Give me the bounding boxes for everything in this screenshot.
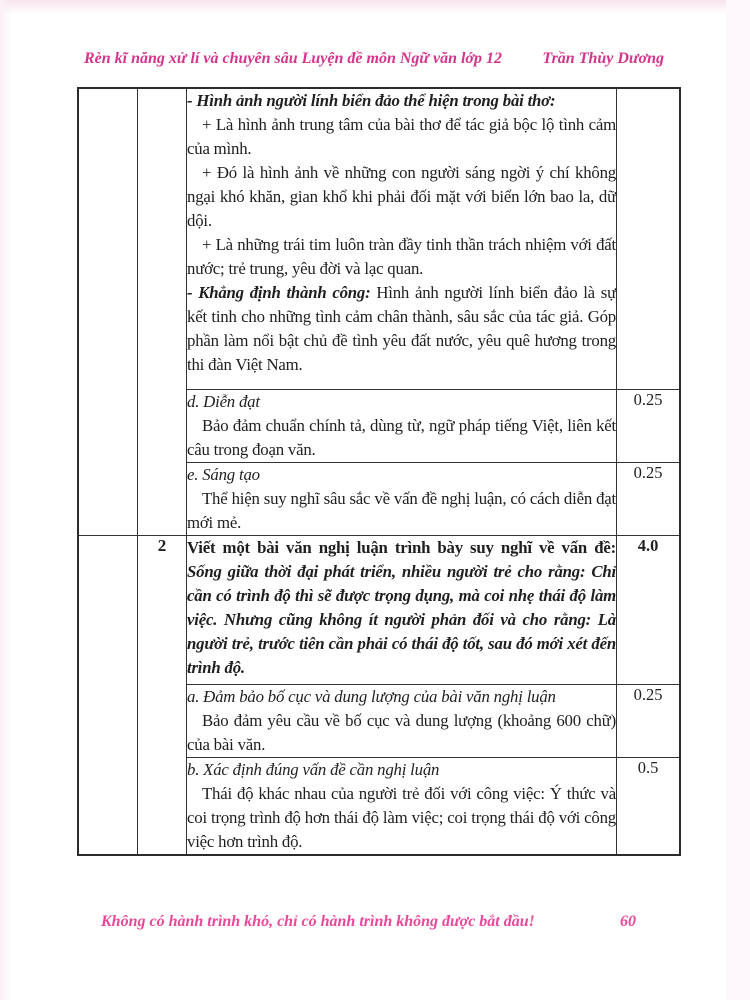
- footer-quote: Không có hành trình khó, chỉ có hành trình không được bắt đầu!: [101, 913, 535, 930]
- score-cell-d: 0.25: [617, 390, 681, 463]
- grading-rubric-table: [77, 87, 681, 856]
- q2-row-a-text: Bảo đảm yêu cầu về bố cục và dung lượng (khoảng 600 chữ) của bài văn.: [187, 711, 616, 754]
- q1-conclusion-lead: - Khẳng định thành công:: [187, 283, 371, 302]
- q1-analysis-row: [78, 88, 680, 390]
- q2-prompt-content: [187, 536, 617, 685]
- q1-part-cell: [78, 88, 138, 536]
- q1-analysis-point-1: + Là hình ảnh trung tâm của bài thơ để tác giả bộc lộ tình cảm của mình.: [187, 115, 616, 158]
- q2-prompt: [187, 536, 616, 680]
- q2-prompt-row: [78, 536, 680, 685]
- q2-number-cell: 2: [138, 536, 187, 856]
- score-cell-b: 0.5: [617, 758, 681, 856]
- page-edge-right: [726, 0, 750, 1000]
- q2-part-cell: [78, 536, 138, 856]
- score-cell-q2: 4.0: [617, 536, 681, 685]
- q2-row-b-text: Thái độ khác nhau của người trẻ đối với công việc: Ý thức và coi trọng trình độ hơn thái độ làm việc; coi trọng thái độ với công việc hơn trình độ.: [187, 784, 616, 851]
- q2-row-b-label: b. Xác định đúng vấn đề cần nghị luận: [187, 760, 440, 779]
- q1-analysis-content: [187, 88, 617, 390]
- q2-row-a-label: a. Đảm bảo bố cục và dung lượng của bài văn nghị luận: [187, 687, 556, 706]
- page-header: [84, 50, 664, 68]
- q1-row-e-label: e. Sáng tạo: [187, 465, 260, 484]
- q1-analysis-point-2: + Đó là hình ảnh về những con người sáng ngời ý chí không ngại khó khăn, gian khổ khi phải đối mặt với biển lớn bao la, dữ dội.: [187, 163, 616, 230]
- page-number: 60: [620, 913, 636, 930]
- page-edge-top: [0, 0, 750, 14]
- q1-row-d-text: Bảo đảm chuẩn chính tả, dùng từ, ngữ pháp tiếng Việt, liên kết câu trong đoạn văn.: [187, 416, 616, 459]
- score-cell-a: 0.25: [617, 685, 681, 758]
- q1-conclusion-text: Hình ảnh người lính biển đảo là sự kết tinh cho những tình cảm chân thành, sâu sắc của tác giả. Góp phần làm nổi bật chủ đề tình yêu đất nước, yêu quê hương trong thi đàn Việt Nam.: [187, 283, 616, 374]
- page-footer: [101, 913, 636, 931]
- q1-row-d-label: d. Diễn đạt: [187, 392, 260, 411]
- q1-analysis-point-3: + Là những trái tim luôn tràn đầy tinh thần trách nhiệm với đất nước; trẻ trung, yêu đời và lạc quan.: [187, 235, 616, 278]
- score-cell-e: 0.25: [617, 463, 681, 536]
- q1-row-d-content: [187, 390, 617, 463]
- q2-row-b-content: [187, 758, 617, 856]
- q1-analysis-heading: - Hình ảnh người lính biển đảo thể hiện trong bài thơ:: [187, 91, 556, 110]
- q1-row-e-text: Thể hiện suy nghĩ sâu sắc về vấn đề nghị luận, có cách diễn đạt mới mẻ.: [187, 489, 616, 532]
- q2-prompt-lead: Viết một bài văn nghị luận trình bày suy nghĩ về vấn đề:: [187, 538, 616, 557]
- book-title: Rèn kĩ năng xử lí và chuyên sâu Luyện đề môn Ngữ văn lớp 12: [84, 50, 503, 67]
- q1-number-cell: [138, 88, 187, 536]
- q2-prompt-quote: Sống giữa thời đại phát triển, nhiều người trẻ cho rằng: Chỉ cần có trình độ thì sẽ được trọng dụng, mà coi nhẹ thái độ làm việc. Nhưng cũng không ít người phản đối và cho rằng: Là người trẻ, trước tiên cần phải có thái độ tốt, sau đó mới xét đến trình độ.: [187, 562, 616, 677]
- score-cell-q1-analysis: [617, 88, 681, 390]
- q1-row-e-content: [187, 463, 617, 536]
- author-name: Trần Thùy Dương: [542, 50, 664, 67]
- q1-analysis-conclusion: [187, 281, 616, 377]
- page-edge-left: [0, 0, 12, 1000]
- q2-row-a-content: [187, 685, 617, 758]
